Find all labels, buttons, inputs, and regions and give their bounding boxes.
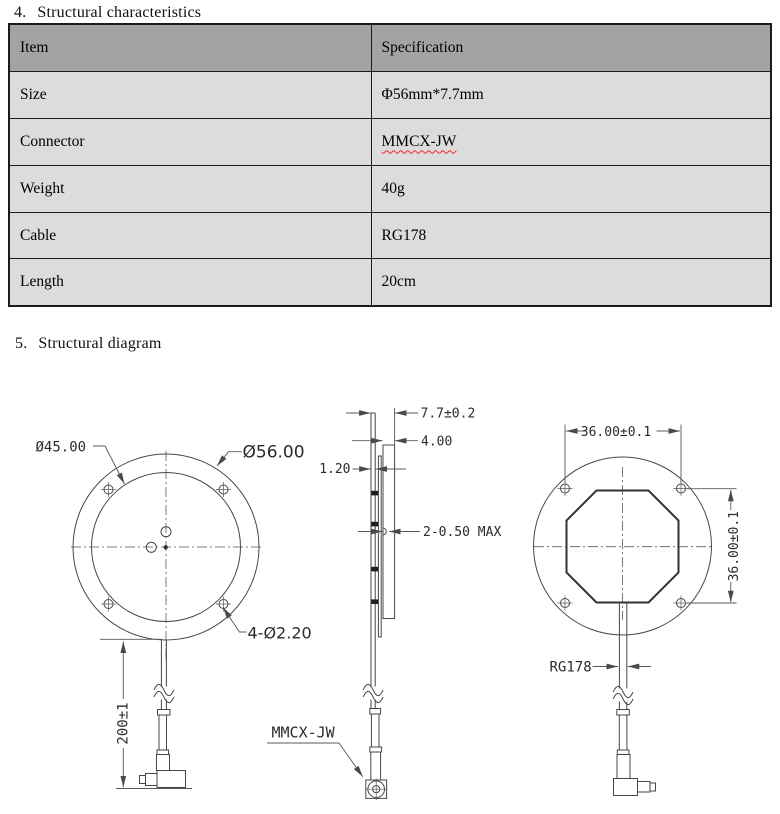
right-angle-connector — [140, 710, 186, 788]
cell-spec: RG178 — [371, 212, 771, 259]
table-header-spec: Specification — [371, 24, 771, 71]
section5-heading — [15, 335, 162, 353]
leader-outer-diameter — [217, 452, 242, 466]
label-plate-thickness: 1.20 — [319, 462, 351, 477]
cell-spec: Φ56mm*7.7mm — [371, 71, 771, 118]
mounting-hole — [101, 482, 116, 497]
cable-break — [154, 684, 174, 695]
label-outer-diameter: Ø56.00 — [242, 442, 305, 463]
label-mount-holes: 4-Ø2.20 — [247, 623, 312, 643]
table-row — [9, 118, 771, 165]
cable-break — [363, 684, 383, 695]
table-row — [9, 71, 771, 118]
side-view — [267, 407, 501, 801]
section4-number: 4. — [14, 4, 27, 21]
right-angle-connector — [614, 710, 656, 796]
cell-spec — [371, 118, 771, 165]
mounting-hole — [216, 597, 231, 612]
cable-break — [613, 693, 633, 704]
label-cable-length: 200±1 — [115, 702, 132, 745]
section4-title: Structural characteristics — [37, 4, 202, 21]
label-hole-spacing-v: 36.00±0.1 — [727, 510, 742, 582]
cable-line — [619, 603, 626, 710]
section4-heading — [14, 4, 201, 22]
leader-mount-holes — [223, 608, 247, 633]
cell-item: Connector — [9, 118, 371, 165]
label-body-thickness: 4.00 — [421, 434, 453, 450]
spec-table — [8, 23, 772, 307]
mmcx-connector-front — [365, 709, 388, 801]
patch-plate — [378, 456, 381, 637]
front-view — [36, 440, 312, 789]
label-hole-spacing-h: 36.00±0.1 — [580, 425, 652, 440]
solder-tab — [371, 522, 378, 527]
cell-item: Weight — [9, 165, 371, 212]
table-header-item: Item — [9, 24, 371, 71]
table-header-row — [9, 24, 771, 71]
solder-tab — [371, 491, 378, 496]
mounting-hole — [101, 597, 116, 612]
label-connector: MMCX-JW — [271, 723, 335, 742]
center-point — [164, 545, 168, 549]
cable-break — [363, 691, 383, 702]
label-total-thickness: 7.7±0.2 — [420, 406, 476, 422]
back-view — [534, 425, 743, 796]
section5-number: 5. — [15, 335, 28, 352]
label-solder-tabs: 2-0.50 MAX — [423, 525, 502, 540]
cell-item: Cable — [9, 212, 371, 259]
section5-title: Structural diagram — [38, 335, 162, 352]
plate-and-cable-outline — [371, 413, 375, 709]
spellcheck-underlined-text: MMCX-JW — [381, 132, 457, 150]
cable-break — [154, 691, 174, 702]
cell-spec: 40g — [371, 165, 771, 212]
cell-spec: 20cm — [371, 259, 771, 306]
solder-tab — [371, 567, 378, 572]
cell-item: Length — [9, 259, 371, 306]
leader-inner-diameter — [93, 446, 125, 484]
label-cable: RG178 — [549, 659, 592, 676]
mounting-hole — [558, 596, 573, 611]
mounting-hole — [216, 482, 231, 497]
label-inner-diameter: Ø45.00 — [35, 439, 87, 456]
table-row — [9, 165, 771, 212]
cell-item: Size — [9, 71, 371, 118]
leader-connector — [267, 743, 363, 777]
solder-tab — [371, 599, 378, 604]
table-row — [9, 212, 771, 259]
structural-diagram — [0, 378, 780, 814]
cable-break — [613, 686, 633, 697]
table-row — [9, 259, 771, 306]
